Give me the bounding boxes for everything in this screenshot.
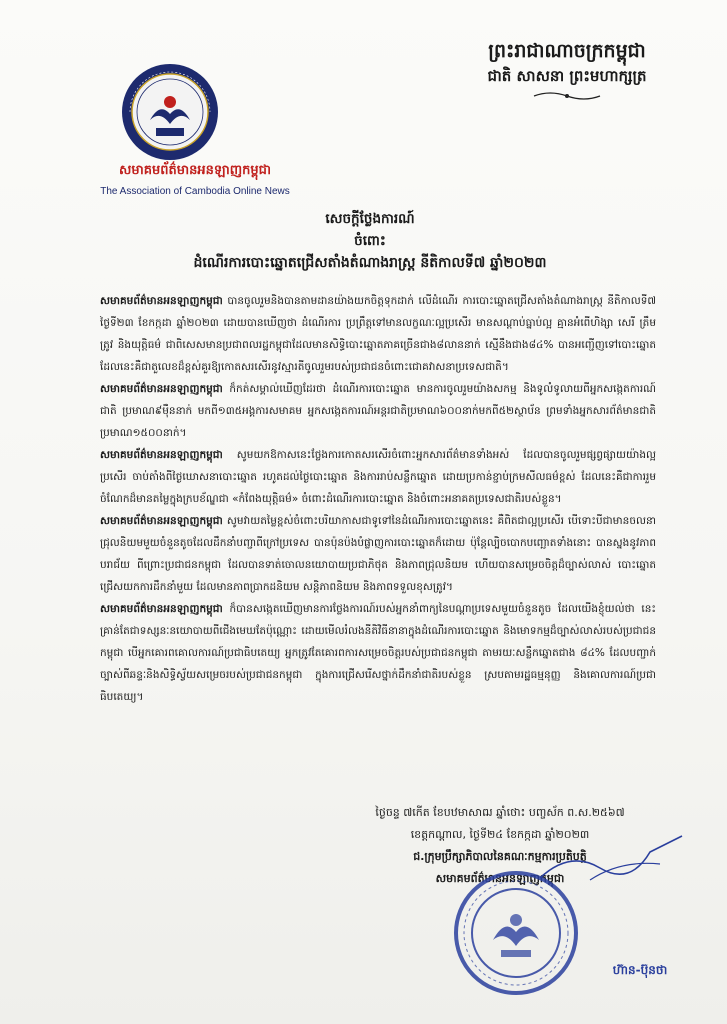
- paragraph-text: ក៏បានសង្កេតឃើញមានការថ្លែងការណ៍របស់អ្នកនាំពាក្យនៃបណ្ដាប្រទេសមួយចំនួនតូច ដែលយើងខ្ញុំយល់ថា នេះគ្រាន់តែជាទស្សនៈនយោបាយពីជើងមេឃតែប៉ុណ្ណោះ ដោយមើលរំលងនីតិវិធីនានាក្នុងដំណើរការបោះឆ្នោត និងមោទកម្មដ៏ច្បាស់លាស់របស់ប្រជាជនកម្ពុជា បើអ្នកគោរពគោលការណ៍ប្រជាធិបតេយ្យ អ្នកត្រូវតែគោរពការសម្រេចចិត្តរបស់ប្រជាជនកម្ពុជា តាមរយៈសន្លឹកឆ្នោតជាង ៨៤% ដែលបញ្ជាក់ច្បាស់ពីឆន្ទៈនិងសិទ្ធិស្វ័យសម្រេចរបស់ប្រជាជនកម្ពុជា ក្នុងការជ្រើសរើសថ្នាក់ដឹកនាំជាតិរបស់ខ្លួន ស្របតាមរដ្ឋធម្មនុញ្ញ និងគោលការណ៍ប្រជាធិបតេយ្យ។: [100, 603, 656, 703]
- association-logo: [120, 62, 220, 162]
- paragraph-text: សូមយកឱកាសនេះថ្លែងការកោតសរសើរចំពោះអ្នកសារព័ត៌មានទាំងអស់ ដែលបានចូលរួមផ្សព្វផ្សាយយ៉ាងល្អប្រសើរ ចាប់តាំងពីថ្ងៃឃោសនាបោះឆ្នោត រហូតដល់ថ្ងៃបោះឆ្នោត និងការរាប់សន្លឹកឆ្នោត ដោយប្រកាន់ខ្ជាប់ក្រមសីលធម៌ខ្ពស់ ដែលនេះគឺជាការរួមចំណែកដ៏មានតម្លៃក្នុងក្របខ័ណ្ឌជា «កំពែងយុត្តិធម៌» ចំពោះដំណើរការបោះឆ្នោត និងចំពោះអនាគតប្រទេសជាតិរបស់ខ្លួន។: [100, 449, 656, 505]
- document-headings: [90, 208, 650, 274]
- paragraph-4: [100, 510, 656, 598]
- paragraph-1: [100, 290, 656, 378]
- paragraph-5: [100, 598, 656, 708]
- statement-body: [100, 290, 656, 708]
- paragraph-lead: សមាគមព័ត៌មានអនឡាញកម្ពុជា: [100, 515, 223, 527]
- lunar-date: ថ្ងៃចន្ទ ៧កើត ខែបឋមាសាឍ ឆ្នាំថោះ បញ្ចស័ក ព.ស.២៥៦៧: [375, 806, 625, 819]
- kingdom-motto: ជាតិ សាសនា ព្រះមហាក្សត្រ: [487, 67, 647, 85]
- statement-subheading: ចំពោះ: [354, 233, 386, 249]
- on-behalf-line: ជ.ក្រុមប្រឹក្សាភិបាលនៃគណៈកម្មការប្រតិបត្តិ: [413, 850, 587, 863]
- kingdom-title: ព្រះរាជាណាចក្រកម្ពុជា: [488, 40, 646, 62]
- official-stamp: [453, 870, 579, 996]
- signer-name: ហ៊ាន-ប៊ុនថា: [612, 963, 668, 977]
- ornament-divider: [532, 89, 602, 103]
- organization-name-khmer: សមាគមព័ត៌មានអនឡាញកម្ពុជា: [118, 163, 272, 178]
- statement-heading: សេចក្ដីថ្លែងការណ៍: [325, 211, 415, 227]
- kingdom-header: [457, 38, 677, 107]
- paragraph-text: សូមវាយតម្លៃខ្ពស់ចំពោះបរិយាកាសជាទូទៅនៃដំណើរការបោះឆ្នោតនេះ គឺពិតជាល្អប្រសើរ បើទោះបីជាមានចលនាជ្រុលនិយមមួយចំនួនតូចដែលដឹកនាំបញ្ជាពីក្រៅប្រទេស បានប៉ុនប៉ងបំផ្លាញការបោះឆ្នោតក៏ដោយ ប៉ុន្តែល្បិចបោកបញ្ឆោតទាំងនោះ បានស្នងនូវភាពបរាជ័យ ពីព្រោះប្រជាជនកម្ពុជា ដែលបានទាត់ចោលនយោបាយប្រជាភិថុត និងភាពជ្រុលនិយម ហើយបានសម្រេចចិត្តដ៏ច្បាស់លាស់ បោះឆ្នោតជ្រើសយកការដឹកនាំមួយ ដែលមានភាពប្រាកដនិយម សន្តិភាពនិយម និងភាពទទួលខុសត្រូវ។: [100, 515, 656, 593]
- place-date: ខេត្តកណ្ដាល, ថ្ងៃទី២៤ ខែកក្កដា ឆ្នាំ២០២៣: [410, 828, 590, 841]
- paragraph-text: ក៏កត់សម្គាល់ឃើញដែរថា ដំណើរការបោះឆ្នោត មានការចូលរួមយ៉ាងសកម្ម និងទូលំទូលាយពីអ្នកសង្កេតការណ៍ជាតិ ប្រមាណ៩ម៉ឺននាក់ មកពី១៣៥អង្គការសមាគម អ្នកសង្កេតការណ៍អន្តរជាតិប្រមាណ៦០០នាក់មកពី៥២ស្ថាប័ន ព្រមទាំងអ្នកសារព័ត៌មានជាតិប្រមាណ១៥០០នាក់។: [100, 383, 656, 439]
- paragraph-lead: សមាគមព័ត៌មានអនឡាញកម្ពុជា: [100, 603, 223, 615]
- paragraph-lead: សមាគមព័ត៌មានអនឡាញកម្ពុជា: [100, 383, 223, 395]
- paragraph-lead: សមាគមព័ត៌មានអនឡាញកម្ពុជា: [100, 295, 223, 307]
- paragraph-lead: សមាគមព័ត៌មានអនឡាញកម្ពុជា: [100, 449, 223, 461]
- organization-name-english: The Association of Cambodia Online News: [100, 186, 290, 197]
- paragraph-text: បានចូលរួមនិងបានតាមដានយ៉ាងយកចិត្តទុកដាក់ លើដំណើរ ការបោះឆ្នោតជ្រើសតាំងតំណាងរាស្ត្រ នីតិកាលទី៧ ថ្ងៃទី២៣ ខែកក្កដា ឆ្នាំ២០២៣ ដោយបានឃើញថា ដំណើរការ ប្រព្រឹត្តទៅមានលក្ខណៈល្អប្រសើរ មានសណ្ដាប់ធ្នាប់ល្អ គ្មានអំពើហិង្សា សេរី ត្រឹមត្រូវ និងយុត្តិធម៌ ជាពិសេសមានប្រជាពលរដ្ឋកម្ពុជាដែលមានសិទ្ធិបោះឆ្នោតភាគច្រើនជាង៨លាននាក់ ស្មើនឹងជាង៨៤% បានអញ្ជើញទៅបោះឆ្នោត ដែលនេះគឺជាតួលេខដ៏ខ្ពស់គួរឱ្យកោតសរសើរនូវស្មារតីចូលរួមរបស់ប្រជាជនចំពោះជោគវាសនាប្រទេសជាតិ។: [100, 295, 656, 373]
- statement-subject: ដំណើរការបោះឆ្នោតជ្រើសតាំងតំណាងរាស្ត្រ នីតិកាលទី៧ ឆ្នាំ២០២៣: [193, 255, 547, 271]
- signoff-organization: សមាគមព័ត៌មានអនឡាញកម្ពុជា: [435, 872, 565, 885]
- paragraph-2: [100, 378, 656, 444]
- paragraph-3: [100, 444, 656, 510]
